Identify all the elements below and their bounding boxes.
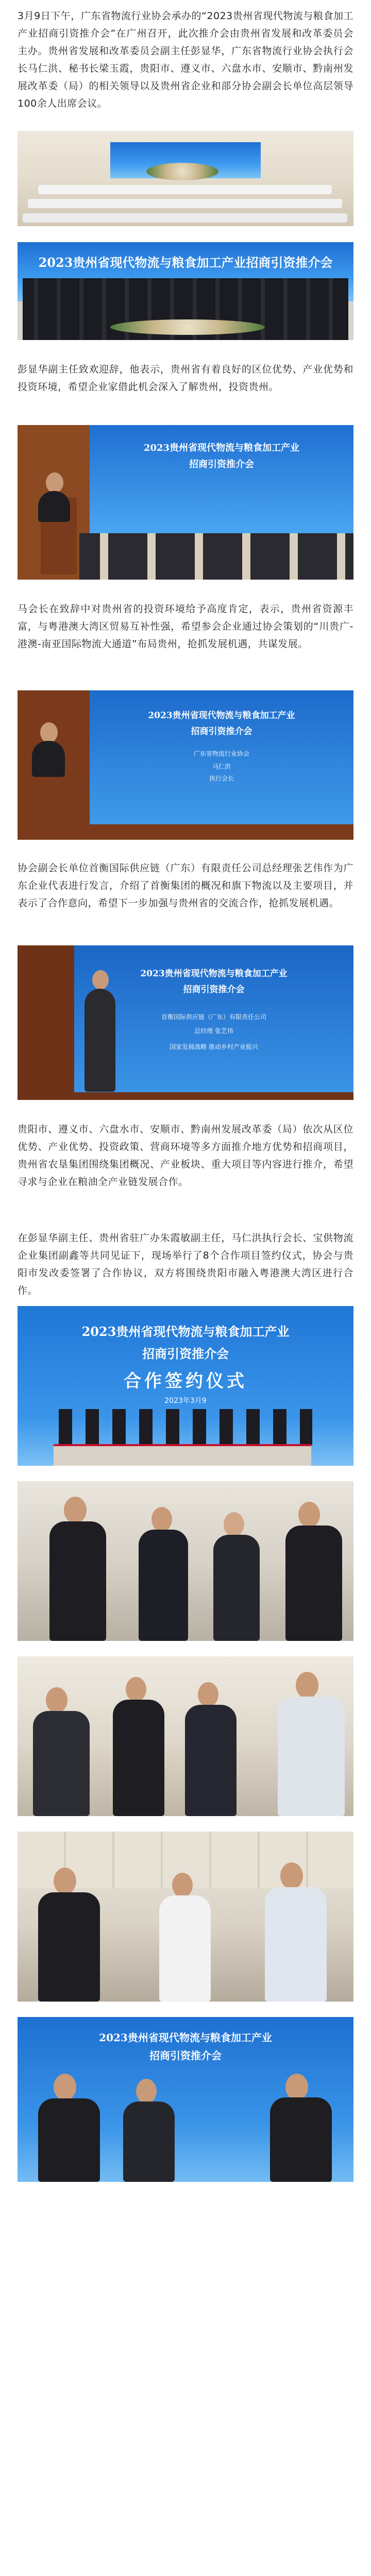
photo-meeting-hall	[18, 131, 353, 226]
photo-networking	[18, 1656, 353, 1816]
audience-row	[79, 533, 353, 580]
photo-speaker-ma	[18, 690, 353, 840]
photo-exchange	[18, 1481, 353, 1641]
shouheng-paragraph: 协会副会长单位首衡国际供应链（广东）有限责任公司总经理张艺伟作为广东企业代表进行发言，介绍了首衡集团的概况和旗下物流以及主要项目，并表示了合作意向，希望下一步加强与贵州省的交流合作，抢抓发展机遇。	[18, 862, 353, 909]
screen-speaker-peng: 2023贵州省现代物流与粮食加工产业 招商引资推介会	[90, 425, 353, 533]
screen-speaker-ma: 2023贵州省现代物流与粮食加工产业 招商引资推介会 广东省物流行业协会 马仁洪 执行会长	[90, 690, 353, 824]
banner-signing: 2023贵州省现代物流与粮食加工产业 招商引资推介会 合作签约仪式 2023年3月9	[18, 1306, 353, 1466]
photo-speaker-peng	[18, 425, 353, 580]
signing-paragraph: 在彭显华副主任、贵州省驻广办朱霞敏副主任，马仁洪执行会长、宝供物流企业集团副鑫等共同见证下，现场举行了8个合作项目签约仪式，协会与贵阳市发改委签署了合作协议，双方将围绕贵阳市融入粤港澳大湾区进行合作。	[18, 1232, 353, 1296]
photo-speaker-zhang	[18, 945, 353, 1100]
photo-banner-chat	[18, 2017, 353, 2182]
signers-row	[59, 1409, 312, 1445]
ma-speech-paragraph: 马会长在致辞中对贵州省的投资环境给予高度肯定，表示，贵州省资源丰富，与粤港澳大湾区贸易互补性强，希望参会企业通过协会策划的“川贵广-港澳-南亚国际物流大通道”布局贵州，抢抓发展机遇，共谋发展。	[18, 603, 353, 650]
photo-signing-ceremony	[18, 1306, 353, 1466]
regions-paragraph: 贵阳市、遵义市、六盘水市、安顺市、黔南州发展改革委（局）依次从区位优势、产业优势、投资政策、营商环境等多方面推介地方优势和招商项目，贵州省农垦集团围绕集团概况、产业板块、重大项目等内容进行推介，希望寻求与企业在粮油全产业链发展合作。	[18, 1124, 353, 1188]
welcome-paragraph: 彭显华副主任致欢迎辞，他表示，贵州省有着良好的区位优势、产业优势和投资环境，希望企业家借此机会深入了解贵州，投资贵州。	[18, 364, 353, 393]
intro-paragraph: 3月9日下午，广东省物流行业协会承办的“2023贵州省现代物流与粮食加工产业招商引资推介会”在广州召开，此次推介会由贵州省发展和改革委员会主办。贵州省发展和改革委员会副主任彭显华，广东省物流行业协会执行会长马仁洪、秘书长梁玉霞，贵阳市、遵义市、六盘水市、安顺市、黔南州发展改革委（局）的相关领导以及贵州省企业和部分协会副会长单位高层领导100余人出席会议。	[18, 10, 353, 109]
photo-group	[18, 242, 353, 340]
screen-speaker-zhang: 2023贵州省现代物流与粮食加工产业 招商引资推介会 首衡国际供应链（广东）有限责任公司 总经理 张艺伟 国家发展战略 推动乡村产业振兴	[74, 945, 353, 1092]
banner-final: 2023贵州省现代物流与粮食加工产业 招商引资推介会	[18, 2017, 353, 2182]
signing-table	[54, 1446, 311, 1466]
article-bottom-spacer	[0, 2182, 371, 2576]
photo-conversation	[18, 1832, 353, 2002]
banner-group-title: 2023贵州省现代物流与粮食加工产业招商引资推介会	[38, 255, 333, 270]
